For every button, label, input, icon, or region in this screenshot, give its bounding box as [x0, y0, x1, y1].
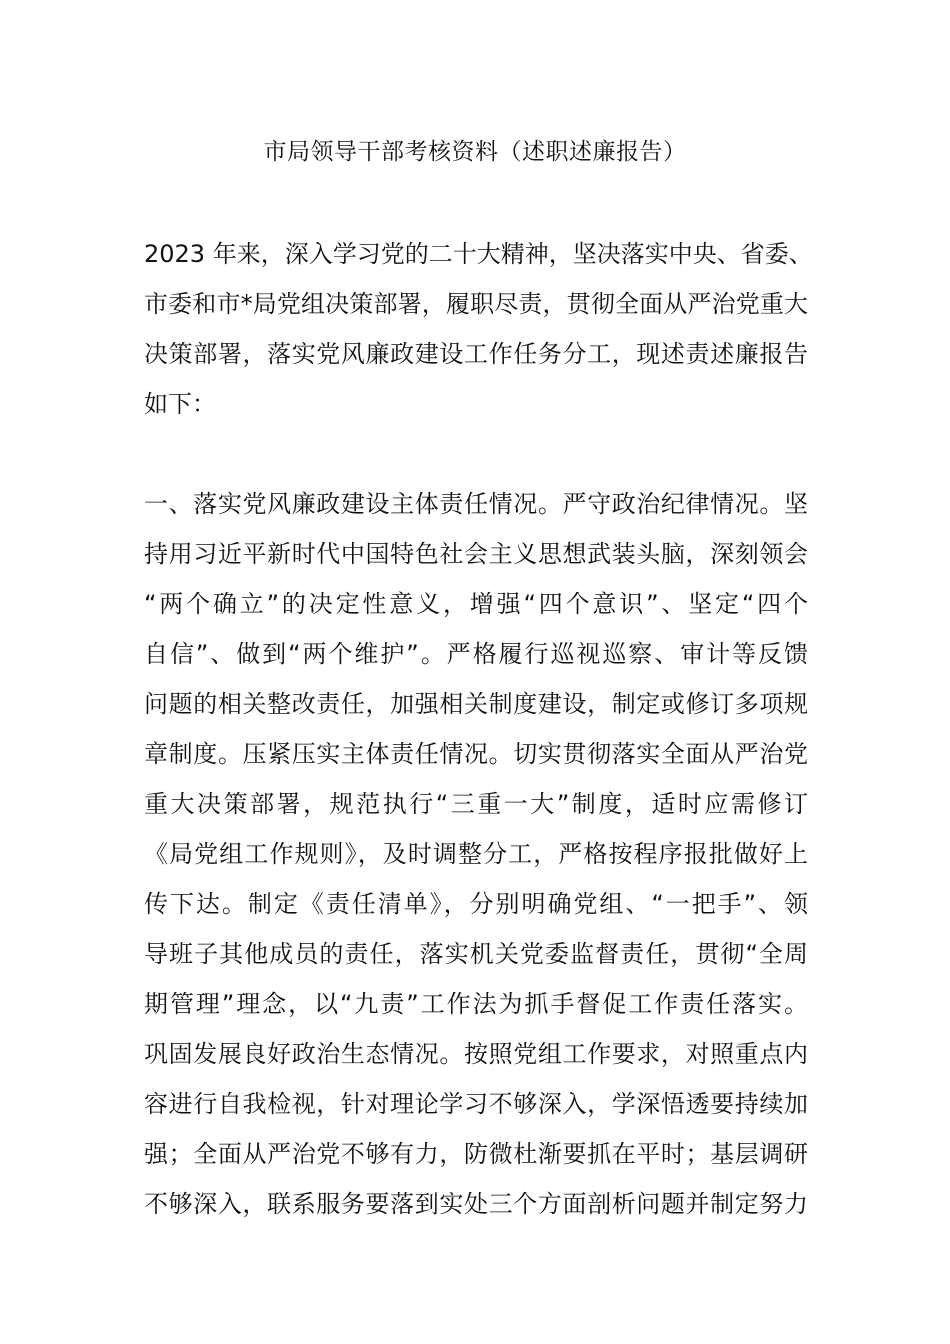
text-line: 重大决策部署，规范执行“三重一大”制度，适时应需修订: [144, 790, 808, 818]
text-line: 自信”、做到“两个维护”。严格履行巡视巡察、审计等反馈: [144, 640, 808, 668]
paragraph-intro: [144, 229, 813, 429]
text-line: 不够深入，联系服务要落到实处三个方面剖析问题并制定努力: [144, 1190, 808, 1218]
text-line: 导班子其他成员的责任，落实机关党委监督责任，贯彻“全周: [144, 940, 808, 968]
text-line: 一、落实党风廉政建设主体责任情况。严守政治纪律情况。坚: [144, 490, 808, 518]
text-line: 章制度。压紧压实主体责任情况。切实贯彻落实全面从严治党: [144, 740, 808, 768]
text-line: “两个确立”的决定性意义，增强“四个意识”、坚定“四个: [144, 590, 808, 618]
text-line: 《局党组工作规则》，及时调整分工，严格按程序报批做好上: [144, 840, 808, 868]
document-title: 市局领导干部考核资料（述职述廉报告）: [263, 139, 687, 165]
text-line: 如下：: [144, 390, 216, 418]
text-line: 2023 年来，深入学习党的二十大精神，坚决落实中央、省委、: [144, 240, 813, 268]
text-line: 传下达。制定《责任清单》，分别明确党组、“一把手”、领: [144, 890, 808, 918]
text-line: 持用习近平新时代中国特色社会主义思想武装头脑，深刻领会: [144, 540, 808, 568]
text-line: 容进行自我检视，针对理论学习不够深入，学深悟透要持续加: [144, 1090, 808, 1118]
text-line: 巩固发展良好政治生态情况。按照党组工作要求，对照重点内: [144, 1040, 808, 1068]
text-line: 强；全面从严治党不够有力，防微杜渐要抓在平时；基层调研: [144, 1140, 808, 1168]
text-line: 决策部署，落实党风廉政建设工作任务分工，现述责述廉报告: [144, 340, 808, 368]
paragraph-section-one: [144, 479, 808, 1229]
text-line: 市委和市*局党组决策部署，履职尽责，贯彻全面从严治党重大: [144, 290, 808, 318]
text-line: 期管理”理念，以“九责”工作法为抓手督促工作责任落实。: [144, 990, 808, 1018]
text-line: 问题的相关整改责任，加强相关制度建设，制定或修订多项规: [144, 690, 808, 718]
